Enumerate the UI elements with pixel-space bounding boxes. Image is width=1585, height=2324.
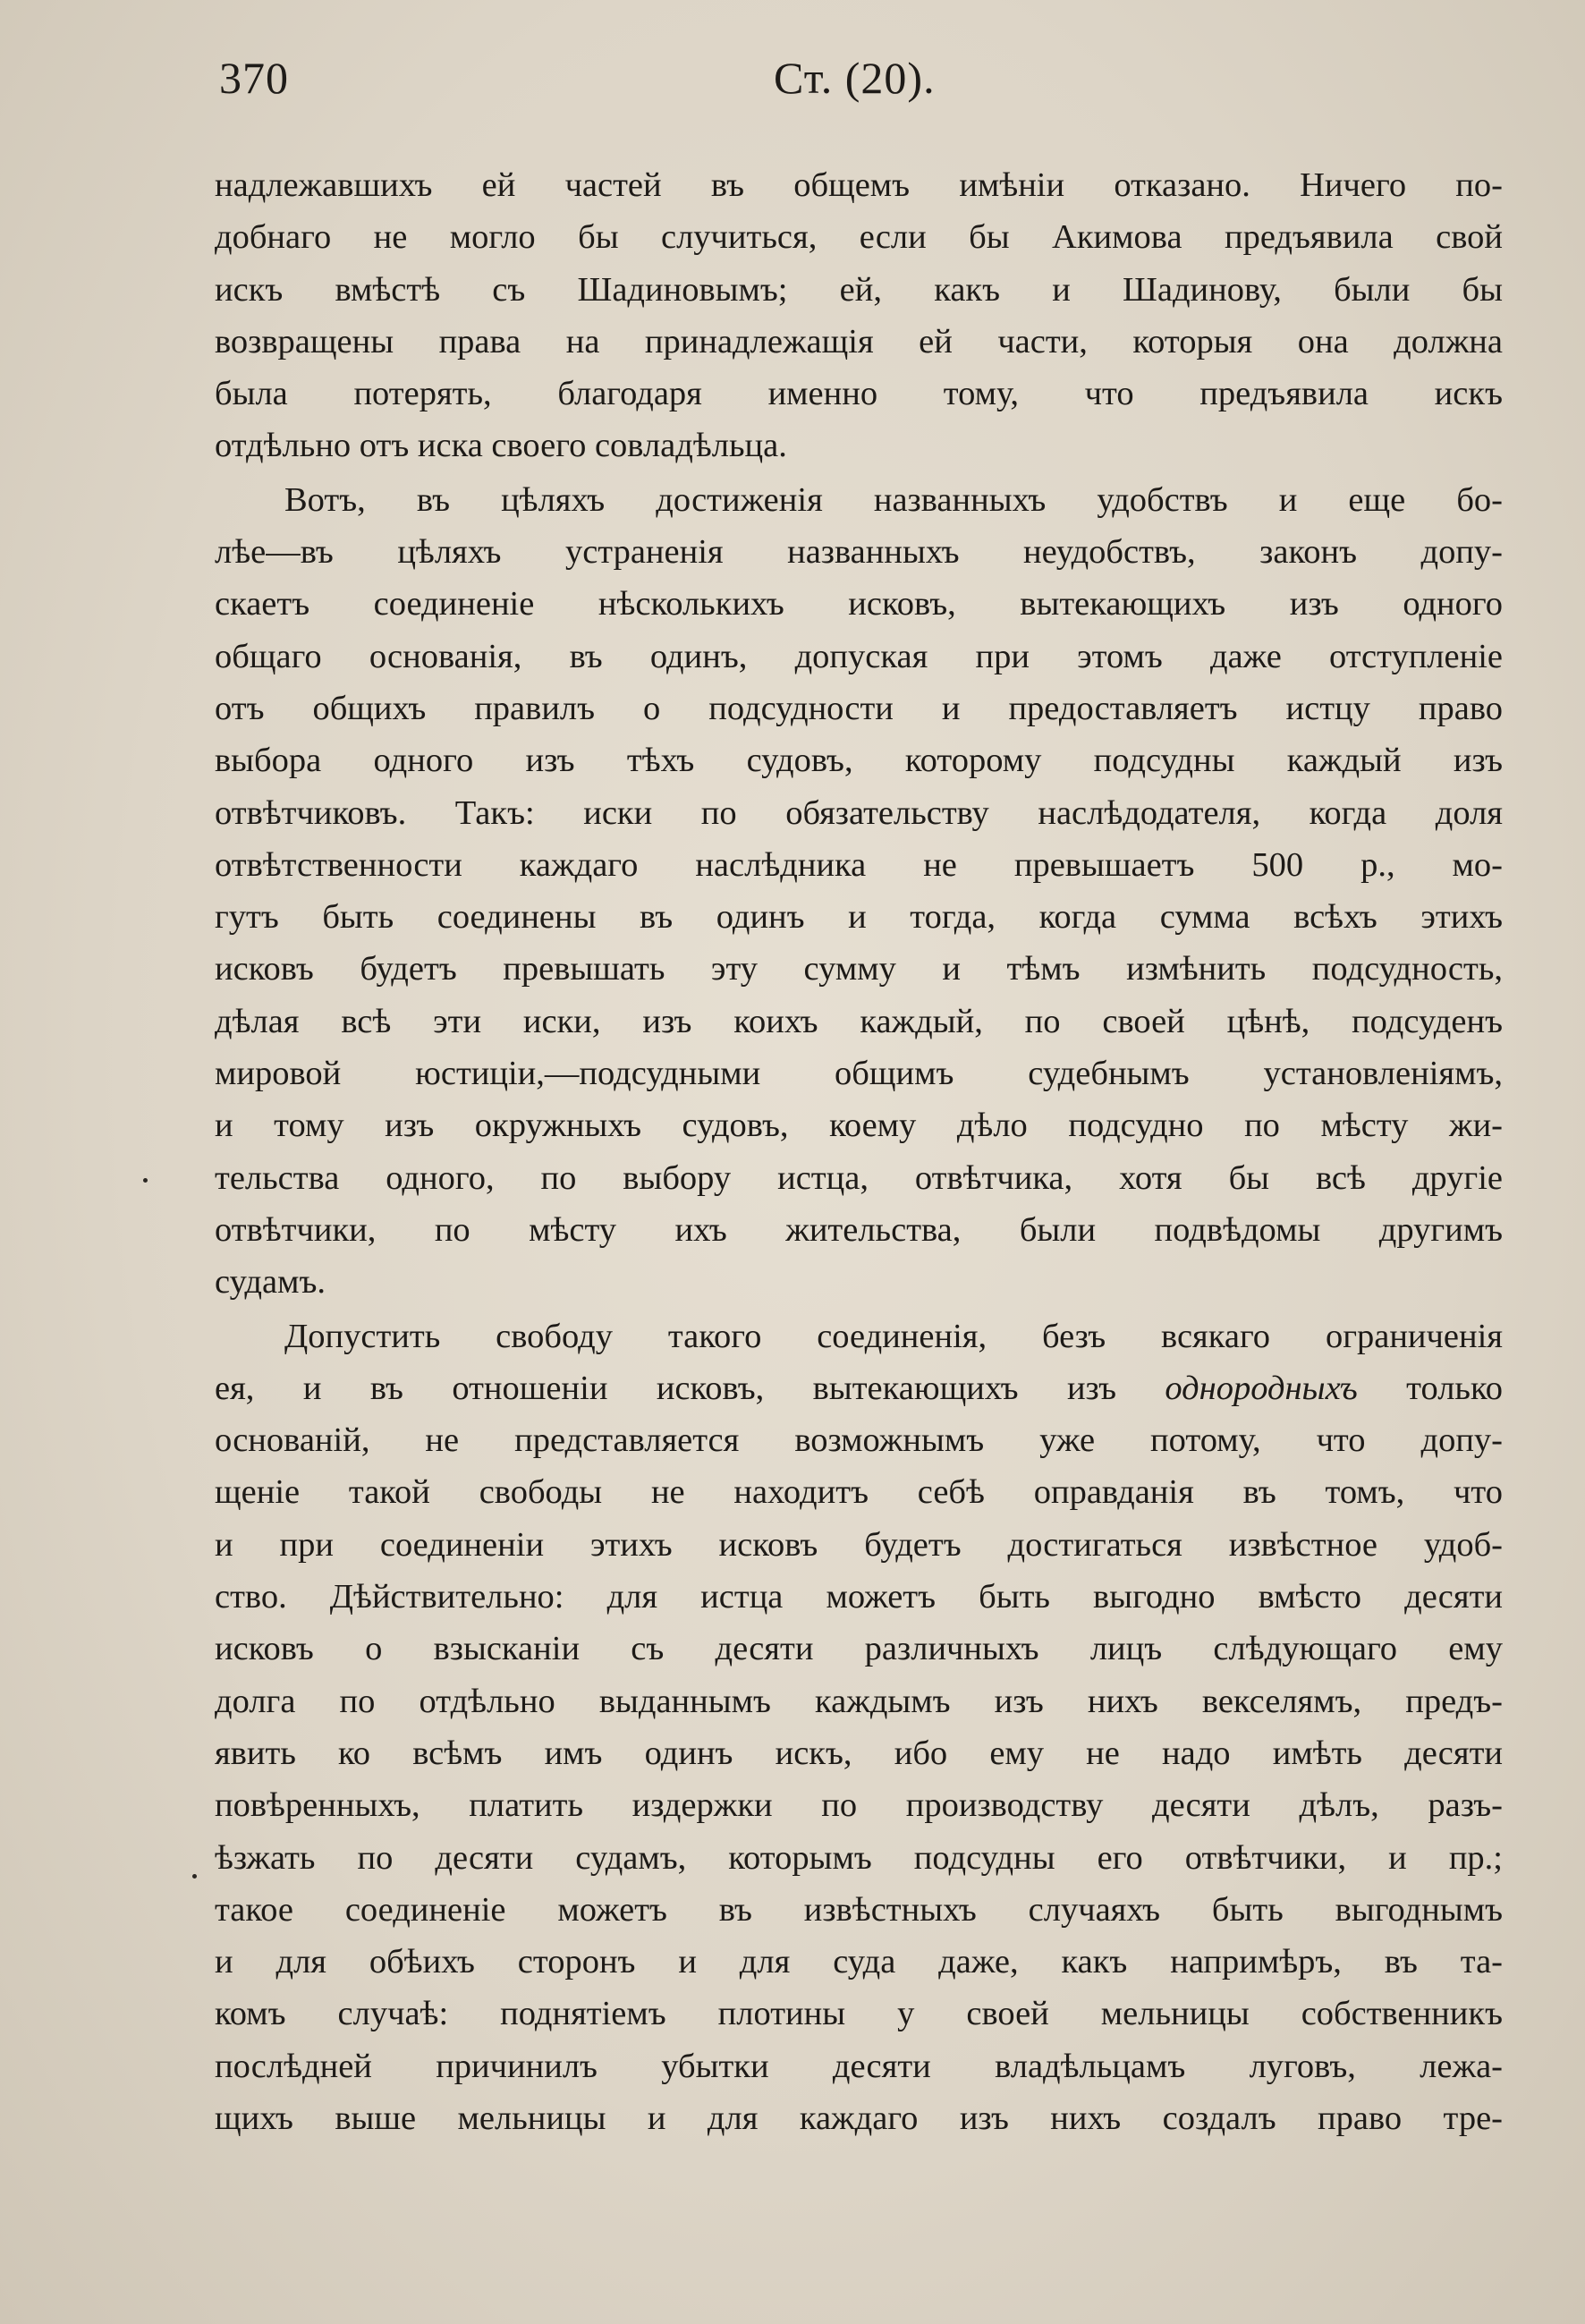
text-segment: только: [1406, 1369, 1503, 1407]
text-line: послѣдней причинилъ убытки десяти владѣльцамъ луговъ, лежа-: [215, 2047, 1503, 2085]
text-line: надлежавшихъ ей частей въ общемъ имѣніи отказано. Ничего по-: [215, 166, 1503, 204]
text-line: мировой юстиціи,—подсудными общимъ судебнымъ установленіямъ,: [215, 1055, 1503, 1093]
text-line: искъ вмѣстѣ съ Шадиновымъ; ей, какъ и Шадинову, были бы: [215, 270, 1503, 309]
text-line-with-italic: [215, 1362, 1503, 1414]
text-line: повѣренныхъ, платить издержки по производству десяти дѣлъ, разъ-: [215, 1786, 1503, 1825]
running-head: Ст. (20).: [774, 53, 936, 103]
text-line: и для обѣихъ сторонъ и для суда даже, какъ напримѣръ, въ та-: [215, 1943, 1503, 1981]
margin-dot: [143, 1178, 148, 1183]
margin-dot: [192, 1874, 197, 1879]
text-line: скаетъ соединеніе нѣсколькихъ исковъ, вытекающихъ изъ одного: [215, 585, 1503, 623]
paragraph-3: [215, 1310, 1503, 2145]
text-line: комъ случаѣ: поднятіемъ плотины у своей мельницы собственникъ: [215, 1995, 1503, 2033]
text-line: щеніе такой свободы не находитъ себѣ оправданія въ томъ, что: [215, 1473, 1503, 1512]
text-line: судамъ.: [215, 1263, 326, 1302]
text-line: и при соединеніи этихъ исковъ будетъ достигаться извѣстное удоб-: [215, 1525, 1503, 1564]
text-line: отдѣльно отъ иска своего совладѣльца.: [215, 427, 787, 465]
text-line: отвѣтчиковъ. Такъ: иски по обязательству наслѣдодателя, когда доля: [215, 793, 1503, 832]
text-line: щихъ выше мельницы и для каждаго изъ нихъ создалъ право тре-: [215, 2099, 1503, 2137]
text-line: общаго основанія, въ одинъ, допуская при этомъ даже отступленіе: [215, 637, 1503, 675]
text-line: добнаго не могло бы случиться, если бы Акимова предъявила свой: [215, 218, 1503, 257]
text-line: лѣе—въ цѣляхъ устраненія названныхъ неудобствъ, законъ допу-: [215, 533, 1503, 572]
text-line: долга по отдѣльно выданнымъ каждымъ изъ нихъ векселямъ, предъ-: [215, 1682, 1503, 1720]
text-line: выбора одного изъ тѣхъ судовъ, которому подсудны каждый изъ: [215, 742, 1503, 780]
text-line: дѣлая всѣ эти иски, изъ коихъ каждый, по своей цѣнѣ, подсуденъ: [215, 1002, 1503, 1040]
text-line: Вотъ, въ цѣляхъ достиженія названныхъ удобствъ и еще бо-: [284, 480, 1503, 519]
text-line: была потерять, благодаря именно тому, что предъявила искъ: [215, 375, 1503, 413]
italic-word: однородныхъ: [1165, 1369, 1358, 1407]
text-line: гутъ быть соединены въ одинъ и тогда, когда сумма всѣхъ этихъ: [215, 898, 1503, 937]
text-line: и тому изъ окружныхъ судовъ, коему дѣло подсудно по мѣсту жи-: [215, 1107, 1503, 1145]
page-number: 370: [219, 53, 289, 103]
text-line: ство. Дѣйствительно: для истца можетъ быть выгодно вмѣсто десяти: [215, 1578, 1503, 1616]
text-line: ѣзжать по десяти судамъ, которымъ подсудны его отвѣтчики, и пр.;: [215, 1838, 1503, 1877]
text-line: основаній, не представляется возможнымъ уже потому, что допу-: [215, 1421, 1503, 1460]
text-segment: ея, и въ отношеніи исковъ, вытекающихъ изъ: [215, 1369, 1117, 1407]
text-line: возвращены права на принадлежащія ей части, которыя она должна: [215, 322, 1503, 360]
text-line: явить ко всѣмъ имъ одинъ искъ, ибо ему не надо имѣть десяти: [215, 1734, 1503, 1772]
text-line: отвѣтственности каждаго наслѣдника не превышаетъ 500 р., мо-: [215, 845, 1503, 884]
page-header: [219, 52, 1507, 115]
text-line: исковъ будетъ превышать эту сумму и тѣмъ измѣнить подсудность,: [215, 950, 1503, 988]
body-text: [215, 159, 1503, 2144]
text-line: отвѣтчики, по мѣсту ихъ жительства, были подвѣдомы другимъ: [215, 1210, 1503, 1249]
text-line: такое соединеніе можетъ въ извѣстныхъ случаяхъ быть выгоднымъ: [215, 1890, 1503, 1929]
text-line: Допустить свободу такого соединенія, безъ всякаго ограниченія: [284, 1317, 1503, 1355]
text-line: тельства одного, по выбору истца, отвѣтчика, хотя бы всѣ другіе: [215, 1158, 1503, 1197]
paragraph-2: [215, 474, 1503, 1309]
text-line: отъ общихъ правилъ о подсудности и предоставляетъ истцу право: [215, 689, 1503, 727]
text-line: исковъ о взысканіи съ десяти различныхъ лицъ слѣдующаго ему: [215, 1630, 1503, 1668]
paragraph-1: [215, 159, 1503, 472]
